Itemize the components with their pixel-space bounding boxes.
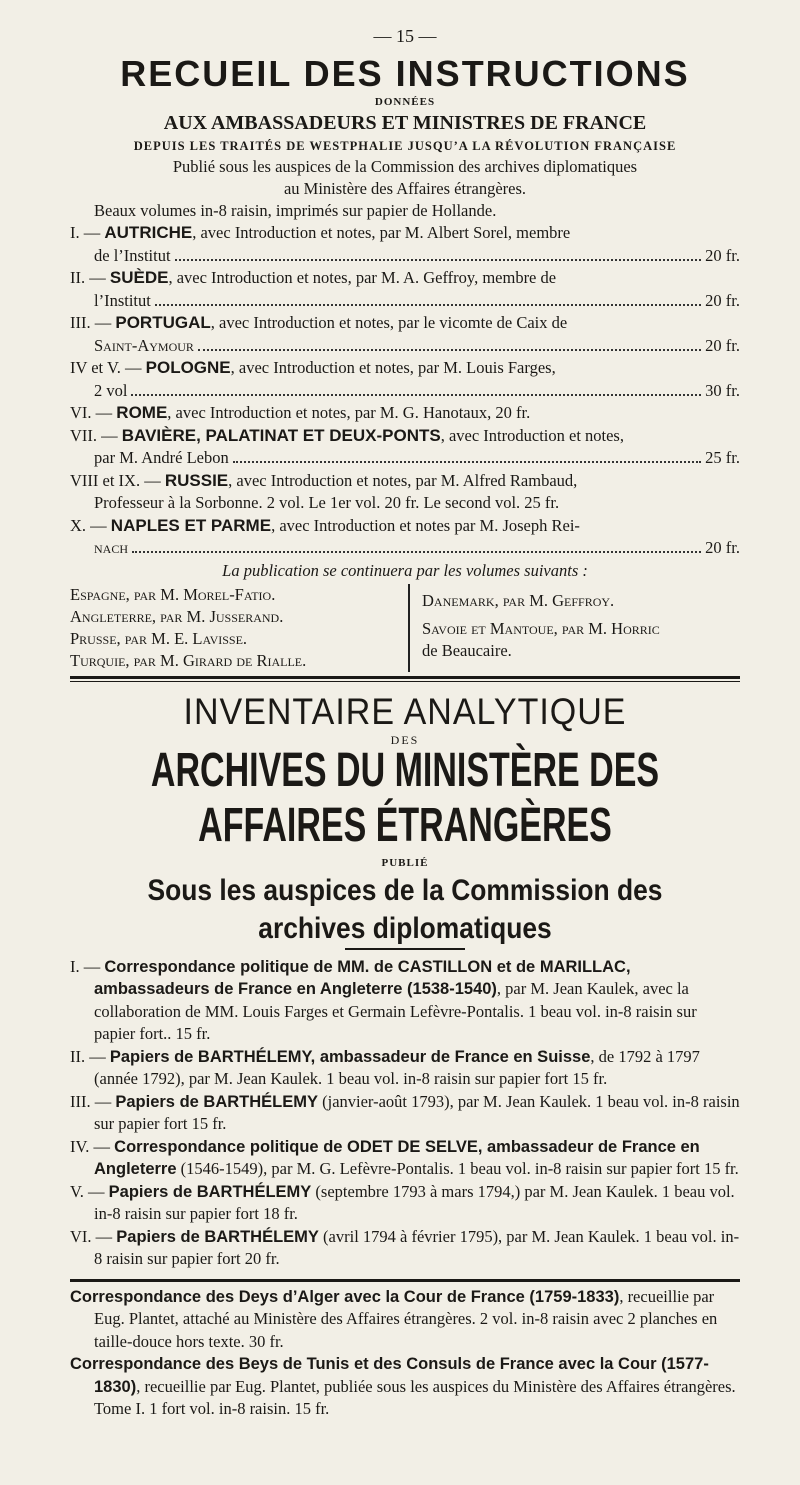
item-number: X. — bbox=[70, 515, 111, 535]
item-line2: Saint-Aymour bbox=[94, 335, 194, 355]
forthcoming-volumes bbox=[70, 584, 740, 672]
item-number: VIII et IX. — bbox=[70, 470, 165, 490]
correspondance-tunis bbox=[70, 1353, 740, 1421]
item-country: POLOGNE bbox=[145, 358, 231, 377]
item-bold-title: Correspondance politique de ODET DE SELVE, ambassadeur de France en Angleterre bbox=[94, 1137, 700, 1178]
recueil-item-10 bbox=[70, 515, 740, 560]
item-country: NAPLES ET PARME bbox=[110, 515, 272, 535]
item-price: 20 fr. bbox=[244, 1249, 280, 1268]
item-bold-title: Correspondance des Beys de Tunis et des Consuls de France avec la Cour (1577-1830) bbox=[70, 1355, 709, 1396]
item-text: , avec Introduction et notes par M. Joseph Rei- bbox=[271, 515, 580, 535]
item-price: 20 fr. bbox=[705, 335, 740, 355]
forthcoming-item: Espagne, par M. Morel-Fatio. bbox=[70, 584, 276, 604]
item-bold-title: Papiers de BARTHÉLEMY bbox=[115, 1092, 318, 1111]
donnees-line: DONNÉES bbox=[374, 96, 436, 108]
forthcoming-item: Danemark, par M. Geffroy. bbox=[422, 590, 615, 610]
item-price: 15 fr. bbox=[572, 1069, 608, 1088]
recueil-item-6 bbox=[70, 402, 740, 425]
section-divider-2 bbox=[70, 1279, 740, 1282]
item-price: 30 fr. bbox=[705, 380, 740, 400]
depuis-line: DEPUIS LES TRAITÉS DE WESTPHALIE JUSQU’A LA RÉVOLUTION FRANÇAISE bbox=[133, 139, 677, 153]
item-text: (1546-1549), par M. G. Lefèvre-Pontalis. 1 beau vol. in-8 raisin sur papier fort bbox=[176, 1159, 700, 1178]
section-divider bbox=[70, 676, 740, 679]
item-price: 25 fr. bbox=[705, 448, 740, 467]
inventaire-item-3 bbox=[70, 1091, 740, 1136]
item-text: , avec Introduction et notes, par M. Albert Sorel, membre bbox=[192, 223, 571, 242]
item-number: IV et V. — bbox=[70, 358, 142, 377]
recueil-item-3 bbox=[70, 312, 740, 357]
item-bold-title: Papiers de BARTHÉLEMY, ambassadeur de France en Suisse bbox=[109, 1047, 591, 1066]
item-bold-title: Correspondance des Deys d’Alger avec la Cour de France (1759-1833) bbox=[70, 1287, 620, 1306]
item-bold-title: Papiers de BARTHÉLEMY bbox=[116, 1227, 319, 1246]
page-number: — 15 — bbox=[373, 26, 437, 46]
item-text: , avec Introduction et notes, par M. G. Hanotaux, 20 fr. bbox=[167, 403, 531, 422]
recueil-item-8 bbox=[70, 470, 740, 515]
item-price: 20 fr. bbox=[705, 245, 740, 265]
item-number: IV. — bbox=[70, 1136, 115, 1156]
recueil-item-4 bbox=[70, 357, 740, 402]
item-text: , par M. Jean Kaulek, avec la collaboration de MM. Louis Farges et Germain Lefèvre-Pontalis. 1 beau vol. in-8 raisin sur papier fort.. 15 fr. bbox=[94, 979, 697, 1043]
recueil-subtitle: AUX AMBASSADEURS ET MINISTRES DE FRANCE bbox=[163, 112, 647, 134]
item-number: III. — bbox=[70, 1091, 116, 1111]
recueil-item-1 bbox=[70, 222, 740, 267]
forthcoming-item: Savoie et Mantoue, par M. Horric bbox=[422, 618, 660, 638]
item-text: (janvier-août 1793), par M. Jean Kaulek. 1 beau vol. in-8 raisin sur papier fort bbox=[94, 1091, 740, 1133]
recueil-item-2 bbox=[70, 267, 740, 312]
item-text: , de 1792 à 1797 (année 1792), par M. Jean Kaulek. 1 beau vol. in-8 raisin sur papier fort bbox=[94, 1046, 700, 1088]
item-number: III. — bbox=[70, 313, 112, 332]
recueil-item-7 bbox=[70, 425, 740, 470]
inventaire-auspices: Sous les auspices de la Commission des archives diplomatiques bbox=[147, 873, 663, 945]
item-country: RUSSIE bbox=[164, 470, 229, 490]
item-price: 20 fr. bbox=[705, 290, 740, 310]
forthcoming-item: Prusse, par M. E. Lavisse. bbox=[70, 628, 248, 648]
section-divider-thin bbox=[70, 681, 740, 682]
inventaire-item-6 bbox=[70, 1226, 740, 1271]
item-price: 18 fr. bbox=[263, 1204, 298, 1223]
item-text: (septembre 1793 à mars 1794,) par M. Jean Kaulek. 1 beau vol. in-8 raisin sur papier fort bbox=[94, 1181, 735, 1223]
item-price: 20 fr. bbox=[705, 538, 740, 557]
item-line2: de l’Institut bbox=[94, 245, 171, 265]
item-text: , recueillie par Eug. Plantet, publiée sous les auspices du Ministère des Affaires étrangères. Tome I. 1 fort vol. in-8 raisin. 15 fr. bbox=[94, 1376, 736, 1418]
item-text: , recueillie par Eug. Plantet, attaché au Ministère des Affaires étrangères. 2 vol. in-8 raisin avec 2 planches en taille-douce hors texte. 30 fr. bbox=[94, 1286, 718, 1351]
publie-line-1: Publié sous les auspices de la Commission des archives diplomatiques bbox=[172, 157, 638, 176]
item-bold-title: Correspondance politique de MM. de CASTILLON et de MARILLAC, ambassadeurs de France en Angleterre (1538-1540) bbox=[94, 957, 631, 998]
item-text: , avec Introduction et notes, par le vicomte de Caix de bbox=[210, 313, 568, 332]
forthcoming-item: Turquie, par M. Girard de Rialle. bbox=[70, 650, 307, 670]
item-country: PORTUGAL bbox=[115, 313, 211, 332]
item-number: I. — bbox=[70, 956, 105, 976]
beaux-volumes-line: Beaux volumes in-8 raisin, imprimés sur papier de Hollande. bbox=[94, 201, 497, 220]
recueil-title: RECUEIL DES INSTRUCTIONS bbox=[120, 53, 690, 94]
forthcoming-item: Angleterre, par M. Jusserand. bbox=[70, 606, 284, 626]
item-country: AUTRICHE bbox=[104, 223, 193, 242]
item-line2: l’Institut bbox=[94, 290, 151, 310]
inventaire-title: INVENTAIRE ANALYTIQUE bbox=[183, 690, 627, 733]
item-text: , avec Introduction et notes, par M. Louis Farges, bbox=[230, 358, 556, 377]
item-country: SUÈDE bbox=[109, 268, 169, 287]
item-bold-title: Papiers de BARTHÉLEMY bbox=[108, 1182, 312, 1201]
item-price: 15 fr. bbox=[191, 1114, 227, 1133]
item-line2: 2 vol bbox=[94, 380, 128, 400]
item-number: VI. — bbox=[70, 1226, 117, 1246]
correspondance-alger bbox=[70, 1286, 740, 1354]
continuera-line: La publication se continuera par les volumes suivants : bbox=[222, 560, 588, 580]
item-country: BAVIÈRE, PALATINAT ET DEUX-PONTS bbox=[121, 425, 441, 445]
inventaire-publie: PUBLIÉ bbox=[381, 856, 429, 869]
inventaire-item-5 bbox=[70, 1181, 740, 1226]
item-text: , avec Introduction et notes, par M. Alfred Rambaud, bbox=[228, 470, 578, 490]
item-number: V. — bbox=[70, 1181, 109, 1201]
item-number: VII. — bbox=[70, 425, 122, 445]
item-text: , avec Introduction et notes, bbox=[440, 425, 624, 445]
inventaire-item-2 bbox=[70, 1046, 740, 1091]
publie-line-2: au Ministère des Affaires étrangères. bbox=[283, 179, 527, 198]
forthcoming-left-column bbox=[70, 584, 410, 672]
item-price: 15 fr. bbox=[703, 1159, 739, 1178]
item-text: (avril 1794 à février 1795), par M. Jean Kaulek. 1 beau vol. in-8 raisin sur papier fort bbox=[94, 1226, 740, 1268]
item-text: , avec Introduction et notes, par M. A. Geffroy, membre de bbox=[168, 268, 557, 287]
page bbox=[70, 18, 740, 1421]
short-divider bbox=[345, 948, 465, 950]
inventaire-item-1 bbox=[70, 956, 740, 1046]
item-line2: nach bbox=[94, 538, 129, 557]
inventaire-item-4 bbox=[70, 1136, 740, 1181]
item-number: II. — bbox=[70, 268, 106, 287]
forthcoming-item: de Beaucaire. bbox=[422, 640, 512, 660]
item-country: ROME bbox=[116, 403, 168, 422]
archives-title: ARCHIVES DU MINISTÈRE DES AFFAIRES ÉTRANGÈRES bbox=[150, 743, 660, 852]
item-number: VI. — bbox=[70, 403, 117, 422]
inventaire-des: DES bbox=[390, 732, 420, 747]
item-line2: Professeur à la Sorbonne. 2 vol. Le 1er vol. 20 fr. Le second vol. 25 fr. bbox=[94, 493, 560, 512]
forthcoming-right-column bbox=[410, 584, 660, 672]
item-number: I. — bbox=[70, 223, 101, 242]
item-number: II. — bbox=[70, 1046, 110, 1066]
item-line2: par M. André Lebon bbox=[94, 448, 229, 467]
